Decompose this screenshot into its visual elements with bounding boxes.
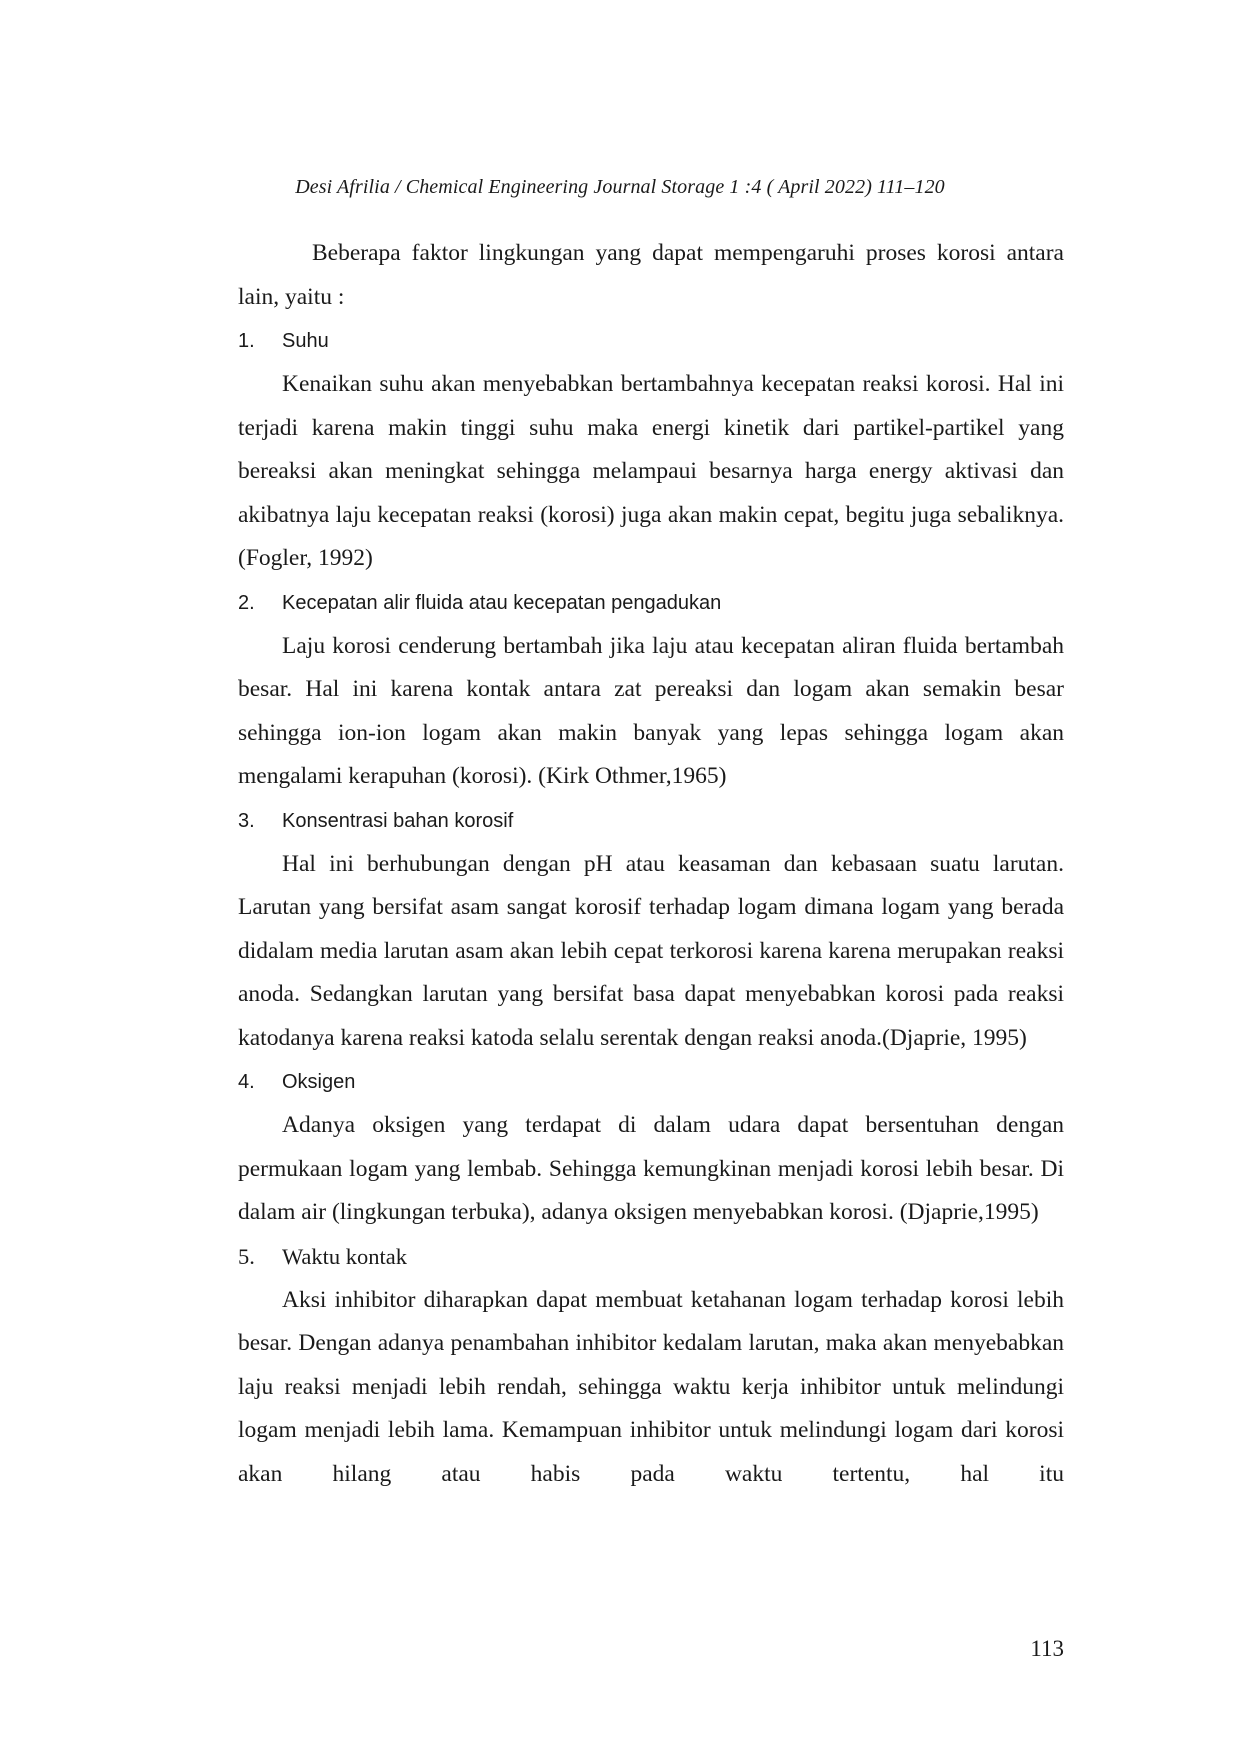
section-title: Suhu [282, 330, 329, 352]
section-heading-2 [238, 581, 1064, 625]
section-title: Oksigen [282, 1071, 356, 1093]
body-text [238, 232, 1064, 1496]
section-title: Waktu kontak [282, 1243, 408, 1269]
section-paragraph-3: Hal ini berhubungan dengan pH atau keasaman dan kebasaan suatu larutan. Larutan yang bersifat asam sangat korosif terhadap logam dimana logam yang berada didalam media larutan asam akan lebih cepat terkorosi karena karena merupakan reaksi anoda. Sedangkan larutan yang bersifat basa dapat menyebabkan korosi pada reaksi katodanya karena reaksi katoda selalu serentak dengan reaksi anoda.(Djaprie, 1995) [238, 850, 1064, 1051]
section-title: Kecepatan alir fluida atau kecepatan pengadukan [282, 591, 722, 614]
section-paragraph-1: Kenaikan suhu akan menyebabkan bertambahnya kecepatan reaksi korosi. Hal ini terjadi karena makin tinggi suhu maka energi kinetik dari partikel-partikel yang bereaksi akan meningkat sehingga melampaui besarnya harga energy aktivasi dan akibatnya laju kecepatan reaksi (korosi) juga akan makin cepat, begitu juga sebaliknya. (Fogler, 1992) [238, 371, 1064, 571]
section-number: 5. [238, 1243, 255, 1269]
section-title: Konsentrasi bahan korosif [282, 809, 514, 832]
section-heading-5 [238, 1235, 1064, 1279]
section-paragraph-2: Laju korosi cenderung bertambah jika laju atau kecepatan aliran fluida bertambah besar. Hal ini karena kontak antara zat pereaksi dan logam akan semakin besar sehingga ion-ion logam akan makin banyak yang lepas sehingga logam akan mengalami kerapuhan (korosi). (Kirk Othmer,1965) [238, 632, 1064, 789]
running-header: Desi Afrilia / Chemical Engineering Journal Storage 1 :4 ( April 2022) 111–120 [295, 176, 945, 198]
section-paragraph-4: Adanya oksigen yang terdapat di dalam udara dapat bersentuhan dengan permukaan logam yang lembab. Sehingga kemungkinan menjadi korosi lebih besar. Di dalam air (lingkungan terbuka), adanya oksigen menyebabkan korosi. (Djaprie,1995) [238, 1112, 1064, 1225]
intro-paragraph: Beberapa faktor lingkungan yang dapat mempengaruhi proses korosi antara lain, yaitu : [238, 240, 1064, 310]
section-heading-1 [238, 319, 1064, 363]
section-number: 3. [238, 809, 255, 832]
section-heading-4 [238, 1060, 1064, 1104]
page-number: 113 [1030, 1636, 1064, 1661]
section-paragraph-5: Aksi inhibitor diharapkan dapat membuat ketahanan logam terhadap korosi lebih besar. Dengan adanya penambahan inhibitor kedalam larutan, maka akan menyebabkan laju reaksi menjadi lebih rendah, sehingga waktu kerja inhibitor untuk melindungi logam menjadi lebih lama. Kemampuan inhibitor untuk melindungi logam dari korosi akan hilang atau habis pada waktu tertentu, hal itu [238, 1286, 1064, 1487]
section-number: 1. [238, 330, 255, 352]
section-number: 2. [238, 591, 255, 614]
section-heading-3 [238, 799, 1064, 843]
section-number: 4. [238, 1071, 255, 1093]
